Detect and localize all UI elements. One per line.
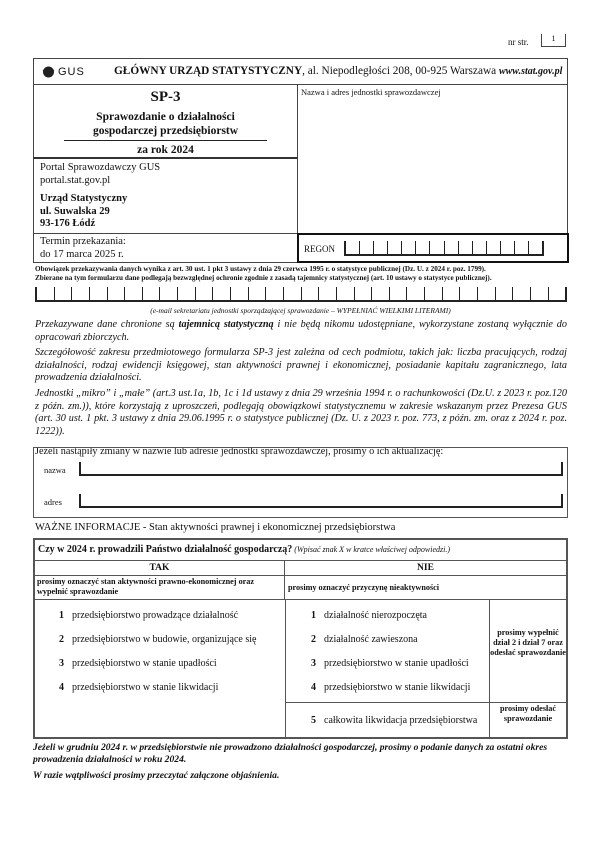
digit-cell[interactable] xyxy=(425,287,443,300)
header-bar xyxy=(33,58,568,85)
name-update-field[interactable] xyxy=(79,462,563,476)
address-update-label: adres xyxy=(44,497,62,507)
activity-option[interactable]: 5 całkowita likwidacja przedsiębiorstwa xyxy=(311,715,478,726)
digit-cell[interactable] xyxy=(416,241,430,254)
update-prompt: Jeżeli nastąpiły zmiany w nazwie lub adresie jednostki sprawozdawczej, prosimy o ich aktualizację: xyxy=(35,446,444,458)
digit-cell[interactable] xyxy=(388,241,402,254)
digit-cell[interactable] xyxy=(346,241,360,254)
email-caption: (e-mail sekretariatu jednostki sporządzającej sprawozdanie – WYPEŁNIAĆ WIELKIMI LITERAMI) xyxy=(150,306,451,315)
footer-notes xyxy=(33,742,568,782)
no-instruction: prosimy oznaczyć przyczynę nieaktywności xyxy=(285,576,566,600)
digit-cell[interactable] xyxy=(430,241,444,254)
office-name: Urząd Statystyczny xyxy=(40,193,128,204)
digit-cell[interactable] xyxy=(72,287,90,300)
digit-cell[interactable] xyxy=(513,287,531,300)
digit-cell[interactable] xyxy=(302,287,320,300)
digit-cell[interactable] xyxy=(445,241,459,254)
footer-note-inactive: Jeżeli w grudniu 2024 r. w przedsiębiorstwie nie prowadzono działalności gospodarczej, prosimy o podanie danych za ostatni okres prowadzenia działalności w roku 2024. xyxy=(33,742,548,765)
unit-name-address-box[interactable] xyxy=(297,84,568,234)
digit-cell[interactable] xyxy=(372,287,390,300)
digit-cell[interactable] xyxy=(402,241,416,254)
activity-option[interactable]: 2 działalność zawieszona xyxy=(311,634,418,645)
digit-cell[interactable] xyxy=(196,287,214,300)
form-code: SP-3 xyxy=(150,89,181,105)
digit-cell[interactable] xyxy=(360,241,374,254)
digit-cell[interactable] xyxy=(231,287,249,300)
header-title: GŁÓWNY URZĄD STATYSTYCZNY, al. Niepodległości 208, 00-925 Warszawa www.stat.gov.pl xyxy=(114,65,563,77)
deadline-label: Termin przekazania: xyxy=(40,236,126,247)
deadline-date: do 17 marca 2025 r. xyxy=(40,248,124,260)
no-note-5: prosimy odesłać sprawozdanie xyxy=(499,704,557,723)
digit-cell[interactable] xyxy=(374,241,388,254)
no-note-1-4: prosimy wypełnić dział 2 i dział 7 oraz odesłać sprawozdanie xyxy=(490,628,566,657)
confidentiality-paragraph: Przekazywane dane chronione są tajemnicą statystyczną i nie będą nikomu udostępniane, wykorzystane zostaną wyłącznie do opracowań zbiorczych. xyxy=(35,319,567,343)
gus-logo: GUS xyxy=(42,65,85,78)
digit-cell[interactable] xyxy=(319,287,337,300)
digit-cell[interactable] xyxy=(284,287,302,300)
digit-cell[interactable] xyxy=(337,287,355,300)
digit-cell[interactable] xyxy=(460,287,478,300)
digit-cell[interactable] xyxy=(407,287,425,300)
activity-option[interactable]: 4 przedsiębiorstwo w stanie likwidacji xyxy=(311,682,471,693)
regon-input[interactable] xyxy=(344,241,544,256)
digit-cell[interactable] xyxy=(459,241,473,254)
page-number-field[interactable]: 1 xyxy=(541,34,566,47)
digit-cell[interactable] xyxy=(90,287,108,300)
digit-cell[interactable] xyxy=(37,287,55,300)
gus-logo-icon xyxy=(42,65,55,78)
activity-option[interactable]: 2 przedsiębiorstwo w budowie, organizujące się xyxy=(59,634,257,645)
activity-table xyxy=(33,538,568,739)
regon-label: REGON xyxy=(304,244,335,254)
activity-option[interactable]: 1 działalność nierozpoczęta xyxy=(311,610,427,621)
digit-cell[interactable] xyxy=(266,287,284,300)
digit-cell[interactable] xyxy=(473,241,487,254)
digit-cell[interactable] xyxy=(125,287,143,300)
digit-cell[interactable] xyxy=(443,287,461,300)
yes-instruction: prosimy oznaczyć stan aktywności prawno-ekonomicznej oraz wypełnić sprawozdanie xyxy=(35,576,285,600)
digit-cell[interactable] xyxy=(478,287,496,300)
digit-cell[interactable] xyxy=(549,287,568,300)
deadline-box xyxy=(33,233,298,263)
unit-box-label: Nazwa i adres jednostki sprawozdawczej xyxy=(301,87,441,97)
email-input[interactable] xyxy=(35,287,567,302)
form-title-box xyxy=(33,84,298,158)
name-update-label: nazwa xyxy=(44,465,66,475)
digit-cell[interactable] xyxy=(55,287,73,300)
activity-option[interactable]: 4 przedsiębiorstwo w stanie likwidacji xyxy=(59,682,219,693)
digit-cell[interactable] xyxy=(515,241,529,254)
portal-name: Portal Sprawozdawczy GUS xyxy=(40,162,161,173)
activity-question: Czy w 2024 r. prowadzili Państwo działalność gospodarczą? (Wpisać znak X w kratce właściwej odpowiedzi.) xyxy=(35,540,566,561)
footer-note-doubts: W razie wątpliwości prosimy przeczytać załączone objaśnienia. xyxy=(33,770,280,781)
digit-cell[interactable] xyxy=(160,287,178,300)
digit-cell[interactable] xyxy=(249,287,267,300)
digit-cell[interactable] xyxy=(390,287,408,300)
yes-header: TAK xyxy=(35,561,285,576)
digit-cell[interactable] xyxy=(529,241,544,254)
activity-option[interactable]: 1 przedsiębiorstwo prowadzące działalność xyxy=(59,610,239,621)
digit-cell[interactable] xyxy=(108,287,126,300)
digit-cell[interactable] xyxy=(487,241,501,254)
digit-cell[interactable] xyxy=(496,287,514,300)
digit-cell[interactable] xyxy=(178,287,196,300)
digit-cell[interactable] xyxy=(213,287,231,300)
portal-office-box xyxy=(33,157,298,234)
legal-notice: Obowiązek przekazywania danych wynika z art. 30 ust. 1 pkt 3 ustawy z dnia 29 czerwca 1995 r. o statystyce publicznej (Dz. U. z 2024 r. poz. 1799). Zbierane na tym formularzu dane podlegają bezwzględnej ochronie zgodnie z zasadą tajemnicy statystycznej (art. 10 ustawy o statystyce publicznej). xyxy=(35,265,492,282)
digit-cell[interactable] xyxy=(501,241,515,254)
activity-option[interactable]: 3 przedsiębiorstwo w stanie upadłości xyxy=(311,658,469,669)
form-title: Sprawozdanie o działalności gospodarczej przedsiębiorstw xyxy=(64,110,267,141)
no-header: NIE xyxy=(285,561,566,576)
scope-paragraph: Szczegółowość zakresu przedmiotowego formularza SP-3 jest zależna od cech podmiotu, takich jak: liczba pracujących, rodzaj działalności, rodzaj ewidencji księgowej, stan aktywności prawnej i ekonomicznej, posiadanie kapitału zagranicznego, lata prowadzenia działalności. xyxy=(35,347,567,384)
micro-small-paragraph: Jednostki „mikro” i „małe” (art.3 ust.1a, 1b, 1c i 1d ustawy z dnia 29 września 1994 r. o rachunkowości (Dz.U. z 2023 r. poz.120 z późn. zm.)), które korzystają z uproszczeń, podlegają obowiązkowi statystycznemu w zakresie wskazanym przez Prezesa GUS (art. 30 ust. 1 pkt. 3 ustawy z dnia 29.06.1995 r. o statystyce publicznej (Dz. U. z 2023 r. poz. 773, z późn. zm. oraz z 2024 r. poz. 1222)). xyxy=(35,387,567,437)
info-paragraphs xyxy=(35,319,567,457)
portal-url[interactable]: portal.stat.gov.pl xyxy=(40,174,111,186)
activity-option[interactable]: 3 przedsiębiorstwo w stanie upadłości xyxy=(59,658,217,669)
digit-cell[interactable] xyxy=(143,287,161,300)
address-update-field[interactable] xyxy=(79,494,563,508)
form-period: za rok 2024 xyxy=(137,144,194,156)
office-street: ul. Suwalska 29 xyxy=(40,205,110,217)
regon-box xyxy=(297,233,569,263)
section-title: WAŻNE INFORMACJE - Stan aktywności prawnej i ekonomicznej przedsiębiorstwa xyxy=(35,522,396,533)
digit-cell[interactable] xyxy=(355,287,373,300)
update-box xyxy=(33,447,568,518)
office-city: 93-176 Łódź xyxy=(40,218,96,229)
page-number-label: nr str. xyxy=(508,37,529,47)
digit-cell[interactable] xyxy=(531,287,549,300)
